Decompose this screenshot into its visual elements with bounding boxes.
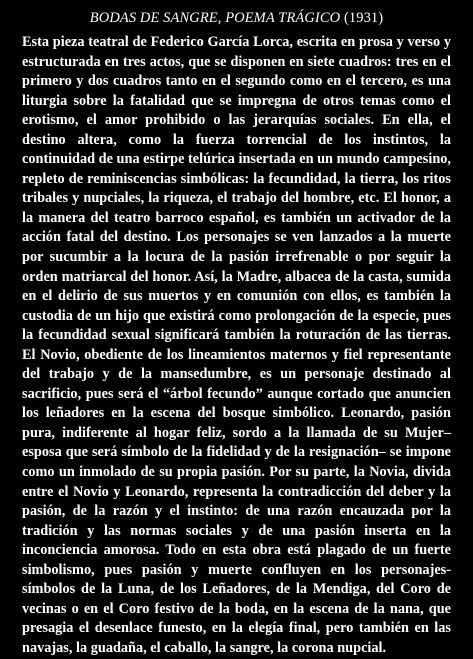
body-paragraph: Esta pieza teatral de Federico García Lorca, escrita en prosa y verso y estructurada en tres actos, que se disponen en siete cuadros: tres en el primero y dos cuadros tanto en el segundo como en el tercero, es una liturgia sobre la fatalidad que se impregna de otros temas como el erotismo, el amor prohibido o las jerarquías sociales. En ella, el destino altera, como la fuerza torrencial de los instintos, la continuidad de una estirpe telúrica insertada en un mundo campesino, repleto de reminiscencias simbólicas: la fecundidad, la tierra, los ritos tribales y nupciales, la riqueza, el trabajo del hombre, etc. El honor, a la manera del teatro barroco español, es también un activador de la acción fatal del destino. Los personajes se ven lanzados a la muerte por sucumbir a la locura de la pasión irrefrenable o por seguir la orden matriarcal del honor. Así, la Madre, albacea de la casta, sumida en el delirio de sus muertos y en comunión con ellos, es también la custodia de un hijo que existirá como prolongación de la especie, pues la fecundidad sexual significará también la roturación de las tierras. El Novio, obediente de los lineamientos maternos y fiel representante del trabajo y de la mansedumbre, es un personaje destinado al sacrificio, pues será el “árbol fecundo” aunque cortado que anuncien los leñadores en la escena del bosque simbólico. Leonardo, pasión pura, indiferente al hogar feliz, sordo a la llamada de su Mujer– esposa que será símbolo de la fidelidad y de la resignación– se impone como un inmolado de su propia pasión. Por su parte, la Novia, divida entre el Novio y Leonardo, representa la contradicción del deber y la pasión, de la razón y el instinto: de una razón encauzada por la tradición y las normas sociales y de una pasión inserta en la inconciencia amorosa. Todo en esta obra está plagado de un fuerte simbolismo, pues pasión y muerte confluyen en los personajes-símbolos de la Luna, de los Leñadores, de la Mendiga, del Coro de vecinas o en el Coro festivo de la boda, en la escena de la nana, que presagia el desenlace funesto, en la elegía final, pero también en las navajas, la guadaña, el caballo, la sangre, la corona nupcial.	[22, 34, 451, 656]
title-text: BODAS DE SANGRE, POEMA TRÁGICO	[89, 10, 341, 26]
title-year: (1931)	[343, 10, 384, 26]
document-title	[22, 9, 451, 28]
